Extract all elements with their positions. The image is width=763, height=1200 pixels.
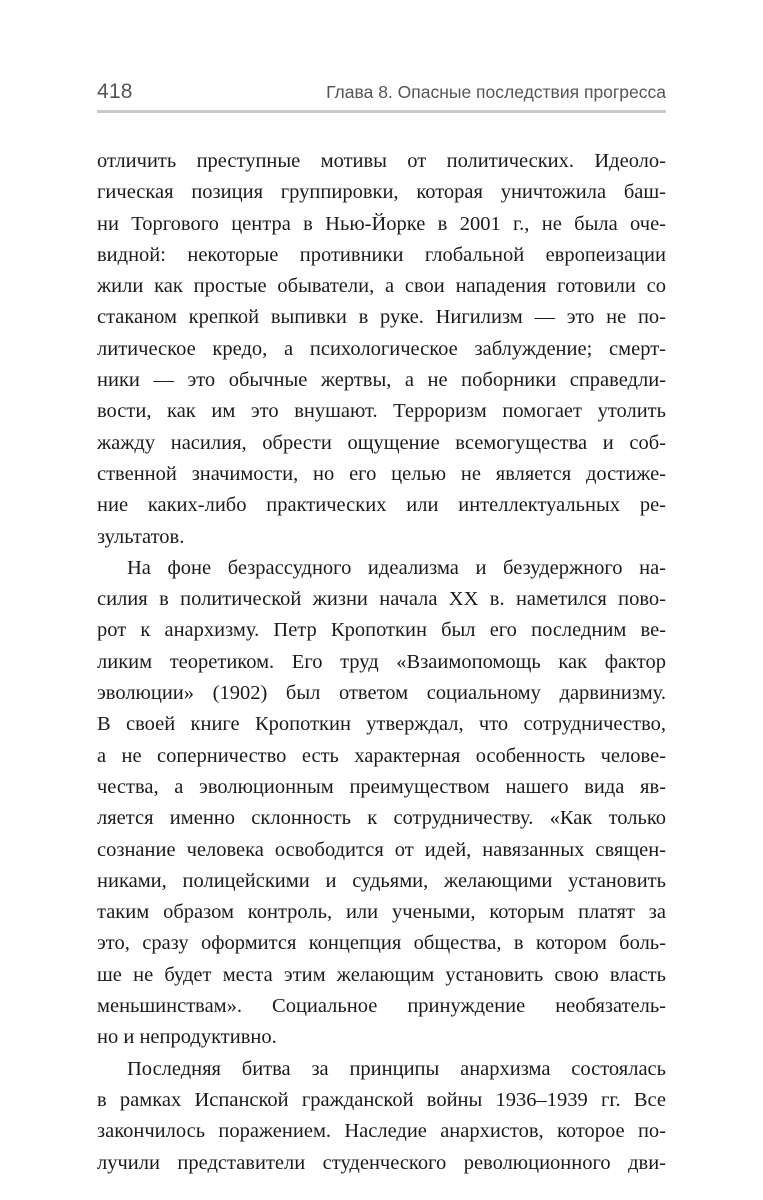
running-head: Глава 8. Опасные последствия прогресса [326, 82, 666, 102]
text-line: ние каких-либо практических или интеллектуальных ре- [97, 494, 666, 517]
text-line: таким образом контроль, или учеными, которым платят за [97, 901, 666, 924]
page-number: 418 [97, 80, 133, 103]
text-line: литическое кредо, а психологическое заблуждение; смерт- [97, 337, 666, 360]
text-line: сознание человека освободится от идей, навязанных священ- [97, 838, 666, 861]
text-line: гическая позиция группировки, которая уничтожила баш- [97, 181, 666, 204]
text-line: вости, как им это внушают. Терроризм помогает утолить [97, 400, 666, 423]
text-line: ликим теоретиком. Его труд «Взаимопомощь как фактор [97, 650, 666, 673]
text-line: ственной значимости, но его целью не является достиже- [97, 462, 666, 485]
text-line: видной: некоторые противники глобальной европеизации [97, 243, 666, 266]
paragraph [97, 146, 666, 553]
page-header [97, 78, 666, 108]
text-line: но и непродуктивно. [97, 1026, 277, 1049]
text-line: отличить преступные мотивы от политических. Идеоло- [97, 150, 666, 172]
text-line: эволюции» (1902) был ответом социальному дарвинизму. [97, 682, 666, 705]
text-line: жили как простые обыватели, а свои нападения готовили со [97, 275, 666, 298]
body-text [97, 146, 666, 1179]
text-line: В своей книге Кропоткин утверждал, что сотрудничество, [97, 713, 666, 736]
text-line: это, сразу оформится концепция общества, в котором боль- [97, 932, 666, 955]
text-line: жажду насилия, обрести ощущение всемогущества и соб- [97, 431, 666, 454]
text-line: стаканом крепкой выпивки в руке. Нигилизм — это не по- [97, 306, 666, 329]
paragraph [97, 1054, 666, 1179]
text-line: ше не будет места этим желающим установить свою власть [97, 963, 666, 986]
text-line: закончилось поражением. Наследие анархистов, которое по- [97, 1120, 666, 1143]
text-line: чества, а эволюционным преимуществом нашего вида яв- [97, 775, 666, 798]
text-line: силия в политической жизни начала XX в. наметился пово- [97, 588, 666, 611]
text-line: Последняя битва за принципы анархизма состоялась [127, 1057, 666, 1080]
text-line: ники — это обычные жертвы, а не поборники справедли- [97, 369, 666, 392]
text-line: в рамках Испанской гражданской войны 1936–1939 гг. Все [97, 1088, 666, 1111]
header-rule [97, 110, 666, 113]
text-line: меньшинствам». Социальное принуждение необязатель- [97, 995, 666, 1018]
text-line: никами, полицейскими и судьями, желающими установить [97, 869, 666, 892]
text-line: ни Торгового центра в Нью-Йорке в 2001 г., не была оче- [97, 212, 666, 235]
paragraph [97, 553, 666, 1054]
text-line: ляется именно склонность к сотрудничеству. «Как только [97, 807, 666, 830]
text-line: рот к анархизму. Петр Кропоткин был его последним ве- [97, 619, 666, 642]
text-line: зультатов. [97, 525, 185, 548]
text-line: а не соперничество есть характерная особенность челове- [97, 744, 666, 767]
text-line: лучили представители студенческого революционного дви- [97, 1151, 666, 1174]
text-line: На фоне безрассудного идеализма и безудержного на- [127, 556, 666, 579]
